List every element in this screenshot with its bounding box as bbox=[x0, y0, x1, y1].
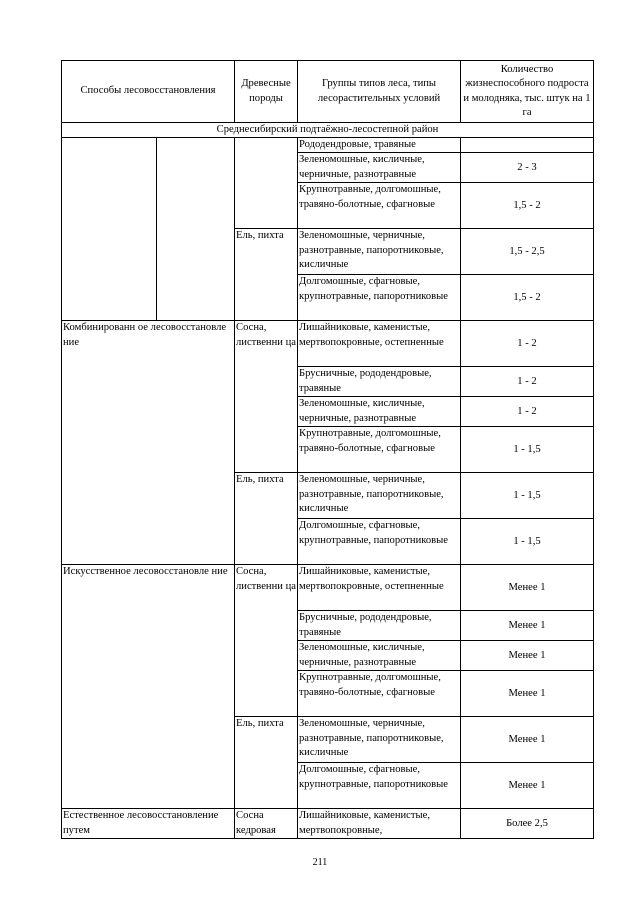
submethod-cell-continued bbox=[157, 138, 235, 321]
quantity-cell: 2 - 3 bbox=[461, 153, 594, 183]
header-quantity: Количество жизнеспособного подроста и молодняка, тыс. штук на 1 га bbox=[461, 61, 594, 123]
quantity-cell: Менее 1 bbox=[461, 671, 594, 717]
species-cell: Ель, пихта bbox=[235, 473, 298, 565]
forest-type-cell: Крупнотравные, долгомошные, травяно-болотные, сфагновые bbox=[298, 671, 461, 717]
quantity-cell: 1,5 - 2 bbox=[461, 275, 594, 321]
forest-type-cell: Лишайниковые, каменистые, мертвопокровные, bbox=[298, 809, 461, 839]
method-cell-continued bbox=[62, 138, 157, 321]
forest-type-cell: Брусничные, рододендровые, травяные bbox=[298, 611, 461, 641]
method-cell-natural: Естественное лесовосстановление путем bbox=[62, 809, 235, 839]
forest-type-cell: Крупнотравные, долгомошные, травяно-болотные, сфагновые bbox=[298, 427, 461, 473]
method-cell-combined: Комбинированн ое лесовосстановле ние bbox=[62, 321, 235, 565]
quantity-cell: Более 2,5 bbox=[461, 809, 594, 839]
species-cell: Ель, пихта bbox=[235, 717, 298, 809]
page-number: 211 bbox=[312, 857, 328, 868]
region-title: Среднесибирский подтаёжно-лесостепной район bbox=[62, 123, 594, 138]
quantity-cell: 1 - 2 bbox=[461, 367, 594, 397]
forest-type-cell: Зеленомошные, кисличные, черничные, разнотравные bbox=[298, 397, 461, 427]
quantity-cell: 1 - 1,5 bbox=[461, 519, 594, 565]
forest-type-cell: Зеленомошные, кисличные, черничные, разнотравные bbox=[298, 153, 461, 183]
forest-type-cell: Лишайниковые, каменистые, мертвопокровные, остепненные bbox=[298, 321, 461, 367]
quantity-cell: Менее 1 bbox=[461, 565, 594, 611]
header-methods: Способы лесовосстановления bbox=[62, 61, 235, 123]
forest-type-cell: Долгомошные, сфагновые, крупнотравные, папоротниковые bbox=[298, 275, 461, 321]
quantity-cell: 1 - 1,5 bbox=[461, 427, 594, 473]
species-cell-continued bbox=[235, 138, 298, 229]
species-cell: Сосна кедровая bbox=[235, 809, 298, 839]
forest-type-cell: Долгомошные, сфагновые, крупнотравные, папоротниковые bbox=[298, 519, 461, 565]
header-forest-types: Группы типов леса, типы лесорастительных условий bbox=[298, 61, 461, 123]
quantity-cell: Менее 1 bbox=[461, 611, 594, 641]
forest-type-cell: Крупнотравные, долгомошные, травяно-болотные, сфагновые bbox=[298, 183, 461, 229]
forest-type-cell: Долгомошные, сфагновые, крупнотравные, папоротниковые bbox=[298, 763, 461, 809]
quantity-cell: 1 - 2 bbox=[461, 397, 594, 427]
forest-type-cell: Зеленомошные, черничные, разнотравные, папоротниковые, кисличные bbox=[298, 229, 461, 275]
quantity-cell: 1 - 2 bbox=[461, 321, 594, 367]
method-cell-artificial: Искусственное лесовосстановле ние bbox=[62, 565, 235, 809]
forest-type-cell: Брусничные, рододендровые, травяные bbox=[298, 367, 461, 397]
quantity-cell: Менее 1 bbox=[461, 717, 594, 763]
quantity-cell: 1,5 - 2,5 bbox=[461, 229, 594, 275]
quantity-cell: 1 - 1,5 bbox=[461, 473, 594, 519]
forest-type-cell: Зеленомошные, кисличные, черничные, разнотравные bbox=[298, 641, 461, 671]
species-cell: Сосна, лиственни ца bbox=[235, 321, 298, 473]
forest-restoration-table bbox=[61, 60, 594, 839]
quantity-cell bbox=[461, 138, 594, 153]
forest-type-cell: Лишайниковые, каменистые, мертвопокровные, остепненные bbox=[298, 565, 461, 611]
forest-type-cell: Зеленомошные, черничные, разнотравные, папоротниковые, кисличные bbox=[298, 473, 461, 519]
forest-type-cell: Рододендровые, травяные bbox=[298, 138, 461, 153]
quantity-cell: Менее 1 bbox=[461, 763, 594, 809]
species-cell: Сосна, лиственни ца bbox=[235, 565, 298, 717]
header-species: Древесные породы bbox=[235, 61, 298, 123]
species-cell: Ель, пихта bbox=[235, 229, 298, 321]
forest-type-cell: Зеленомошные, черничные, разнотравные, папоротниковые, кисличные bbox=[298, 717, 461, 763]
quantity-cell: Менее 1 bbox=[461, 641, 594, 671]
quantity-cell: 1,5 - 2 bbox=[461, 183, 594, 229]
